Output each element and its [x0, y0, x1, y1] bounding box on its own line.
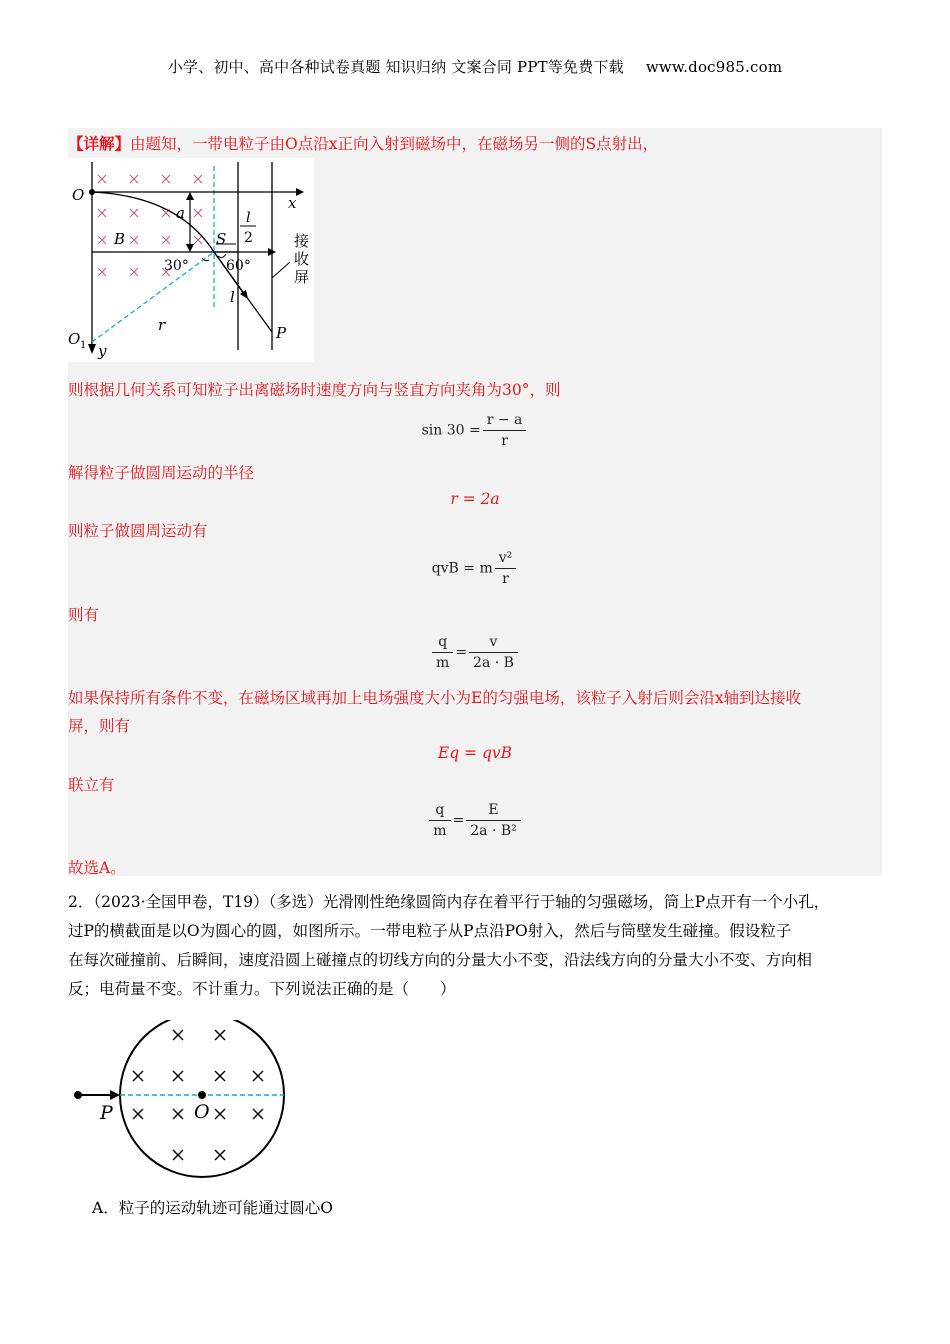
equation-6 — [68, 800, 882, 841]
eq6-lnum: q — [429, 800, 450, 821]
label-S: S — [216, 230, 227, 248]
question2-line1: 2．（2023·全国甲卷，T19）（多选）光滑刚性绝缘圆筒内存在着平行于轴的匀强磁场，筒上P点开有一个小孔， — [68, 893, 830, 911]
eq4-lden: m — [436, 655, 450, 671]
page-header — [0, 56, 950, 77]
eq4-num: v — [469, 632, 518, 653]
question2-line4: 反；电荷量不变。不计重力。下列说法正确的是（ ） — [68, 980, 456, 998]
equation-2: r = 2a — [450, 490, 500, 508]
solution-line4: 则有 — [68, 606, 100, 624]
label-B: B — [114, 230, 126, 248]
eq6-lden: m — [433, 823, 447, 839]
svg-text:收: 收 — [294, 250, 310, 268]
solution-tag: 【详解】 — [68, 134, 131, 153]
solution-intro — [68, 132, 658, 154]
question2-line2: 过P的横截面是以O为圆心的圆，如图所示。一带电粒子从P点沿PO射入，然后与筒壁发生碰撞。假设粒子 — [68, 922, 792, 940]
solution-line2: 解得粒子做圆周运动的半径 — [68, 464, 255, 482]
eq6-equals: = — [452, 812, 465, 829]
label-x: x — [288, 194, 297, 212]
svg-text:接: 接 — [294, 232, 310, 250]
magnetic-field-diagram — [68, 158, 314, 362]
eq6-den: 2a · B² — [470, 823, 517, 839]
option-a[interactable]: A．粒子的运动轨迹可能通过圆心O — [92, 1199, 333, 1217]
solution-line1: 则根据几何关系可知粒子出离磁场时速度方向与竖直方向夹角为30°，则 — [68, 381, 561, 399]
label-O: O — [194, 1101, 210, 1123]
eq1-den: r — [501, 433, 508, 449]
solution-line6: 联立有 — [68, 776, 115, 794]
eq6-num: E — [466, 800, 521, 821]
label-r: r — [158, 316, 166, 334]
eq3-lhs: qvB = m — [431, 560, 493, 577]
question2-line3: 在每次碰撞前、后瞬间，速度沿圆上碰撞点的切线方向的分量大小不变，沿法线方向的分量大小不变、方向相 — [68, 951, 813, 969]
eq3-den: r — [502, 571, 509, 587]
label-O1: O — [68, 330, 81, 348]
equation-4 — [68, 632, 882, 673]
label-angle-30: 30° — [164, 258, 189, 274]
equation-3 — [68, 548, 882, 589]
solution-line5b: 屏，则有 — [68, 717, 131, 735]
solution-intro-text: 由题知，一带电粒子由O点沿x正向入射到磁场中，在磁场另一侧的S点射出， — [130, 135, 659, 153]
equation-5: Eq = qvB — [437, 744, 513, 762]
solution-line3: 则粒子做圆周运动有 — [68, 522, 208, 540]
label-P: P — [276, 324, 287, 342]
label-y: y — [98, 342, 107, 360]
eq1-num: r − a — [483, 410, 527, 431]
label-l-num: l — [246, 210, 251, 226]
label-l: l — [230, 288, 235, 306]
eq1-lhs: sin 30 = — [421, 422, 481, 439]
label-l-den: 2 — [244, 230, 253, 246]
solution-conclusion: 故选A。 — [68, 859, 126, 877]
label-a: a — [176, 204, 185, 222]
eq4-lnum: q — [432, 632, 453, 653]
label-O1-sub: 1 — [80, 340, 87, 351]
eq4-den: 2a · B — [473, 655, 514, 671]
header-url[interactable]: www.doc985.com — [645, 58, 783, 76]
cylinder-cross-section-diagram — [68, 1020, 298, 1186]
eq3-num: v² — [495, 548, 517, 569]
label-P: P — [100, 1102, 113, 1124]
header-text: 小学、初中、高中各种试卷真题 知识归纳 文案合同 PPT等免费下载 — [167, 58, 624, 76]
solution-line5a: 如果保持所有条件不变，在磁场区域再加上电场强度大小为E的匀强电场，该粒子入射后则会沿x轴到达接收 — [68, 689, 802, 707]
equation-1 — [68, 410, 882, 451]
label-receiving-screen — [294, 232, 309, 286]
label-angle-60: 60° — [226, 258, 251, 274]
label-O: O — [72, 186, 85, 204]
svg-text:屏: 屏 — [294, 268, 310, 286]
eq4-equals: = — [455, 644, 468, 661]
